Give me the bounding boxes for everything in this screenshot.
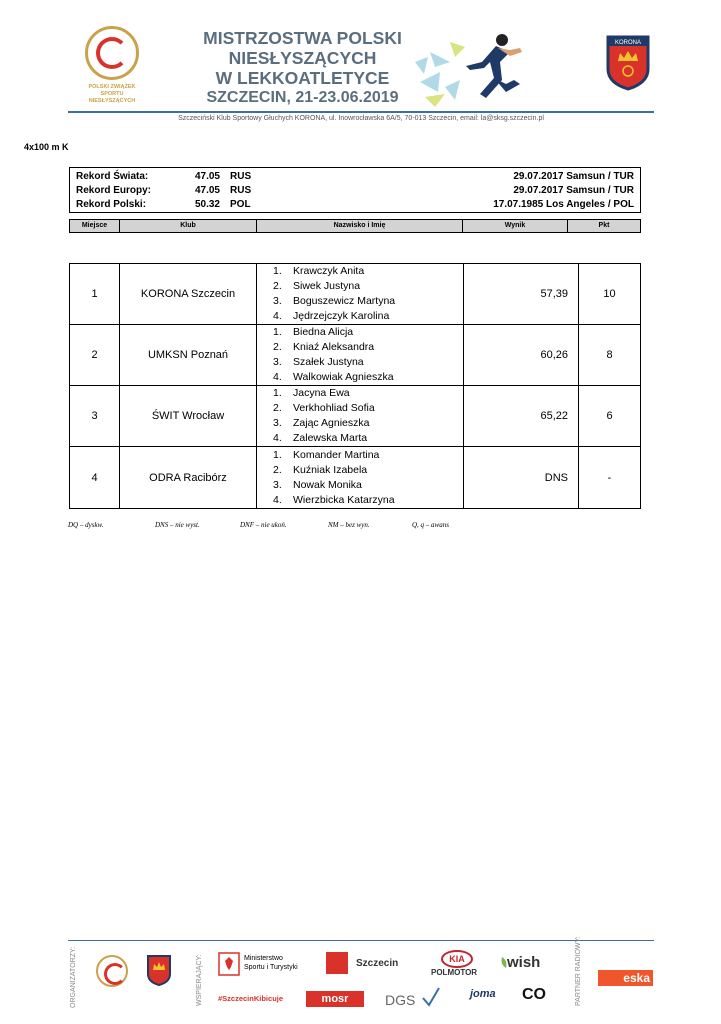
pzsn-footer-logo-icon: [96, 955, 128, 987]
legend-item: DQ – dyskw.: [68, 521, 104, 529]
supporters-label: WSPIERAJĄCY:: [196, 954, 203, 1006]
cell-club: UMKSN Poznań: [120, 325, 257, 386]
cell-pts: 8: [579, 325, 641, 386]
member-item: 4. Wierzbicka Katarzyna: [273, 493, 395, 506]
ministry-eagle-icon: [218, 952, 240, 976]
cell-members: [257, 264, 464, 325]
record-country: POL: [230, 199, 251, 210]
legend-item: Q, q – awans: [412, 521, 449, 529]
record-value: 50.32: [194, 199, 220, 210]
cell-place: 3: [70, 386, 120, 447]
member-item: 3. Boguszewicz Martyna: [273, 295, 396, 307]
cell-place: 4: [70, 447, 120, 509]
pzsn-emblem-icon: [85, 26, 139, 80]
cell-members: [257, 386, 464, 447]
member-item: 2. Verkhohliad Sofia: [273, 402, 375, 414]
table-row: [70, 386, 641, 447]
record-country: RUS: [230, 185, 252, 196]
eska-logo: eska: [598, 970, 653, 986]
record-row-poland: [70, 198, 640, 212]
record-info: 29.07.2017 Samsun / TUR: [513, 185, 634, 196]
pzsn-logo-text: POLSKI ZWIĄZEK SPORTU NIESŁYSZĄCYCH: [88, 84, 136, 104]
title-line-1: MISTRZOSTWA POLSKI: [203, 28, 402, 48]
record-value: 47.05: [194, 185, 220, 196]
footer-divider: [68, 940, 654, 941]
record-value: 47.05: [194, 171, 220, 182]
col-header-place: Miejsce: [70, 220, 120, 232]
member-item: 4. Zalewska Marta: [273, 432, 368, 444]
col-header-pts: Pkt: [598, 222, 610, 229]
column-header-bar: [69, 219, 641, 233]
cell-club: KORONA Szczecin: [120, 264, 257, 325]
cell-result: 60,26: [464, 325, 579, 386]
svg-text:KORONA: KORONA: [614, 40, 642, 46]
member-item: 3. Szałek Justyna: [273, 356, 364, 368]
header-subline: Szczeciński Klub Sportowy Głuchych KORONA, ul. Inowrocławska 6A/5, 70-013 Szczecin, email: la@sksg.szczecin.pl: [178, 115, 544, 122]
radio-partner-label: PARTNER RADIOWY:: [575, 936, 582, 1006]
pzsn-logo: [78, 26, 146, 106]
record-country: RUS: [230, 171, 252, 182]
cell-pts: 6: [579, 386, 641, 447]
cell-place: 1: [70, 264, 120, 325]
member-item: 1. Biedna Alicja: [273, 326, 354, 338]
szczecin-logo-icon: [326, 952, 348, 974]
organizers-label: ORGANIZATORZY:: [70, 946, 77, 1008]
szczecin-name: Szczecin: [356, 958, 399, 969]
record-row-europe: [70, 184, 640, 198]
table-row: [70, 264, 641, 325]
member-item: 3. Zając Agnieszka: [273, 417, 370, 429]
record-info: 17.07.1985 Los Angeles / POL: [493, 199, 634, 210]
legend-item: DNS – nie wyst.: [155, 521, 200, 529]
co-logo: CO: [522, 986, 546, 1003]
record-label: Rekord Polski:: [76, 199, 147, 210]
header-divider: [68, 111, 654, 113]
event-name: 4x100 m K: [24, 142, 69, 152]
member-item: 4. Walkowiak Agnieszka: [273, 371, 394, 383]
cell-result: 65,22: [464, 386, 579, 447]
cell-place: 2: [70, 325, 120, 386]
polmotor-name: POLMOTOR: [431, 968, 478, 977]
joma-logo: joma: [470, 988, 496, 1000]
runner-graphic-icon: [410, 22, 530, 110]
col-header-club: Klub: [120, 220, 257, 232]
cell-pts: -: [579, 447, 641, 509]
member-item: 2. Siwek Justyna: [273, 280, 361, 292]
member-item: 2. Kuźniak Izabela: [273, 463, 368, 476]
records-box: [69, 167, 641, 213]
dgs-logo: DGS: [385, 992, 416, 1008]
member-item: 2. Kniaź Aleksandra: [273, 341, 375, 353]
korona-footer-logo-icon: [146, 954, 172, 986]
cell-members: [257, 447, 464, 509]
results-table: [69, 263, 641, 509]
table-row: [70, 447, 641, 509]
wish-leaf-icon: [500, 955, 510, 969]
col-header-result: Wynik: [463, 220, 568, 232]
cell-members: [257, 325, 464, 386]
col-header-names: Nazwisko i Imię: [257, 220, 463, 232]
cell-result: 57,39: [464, 264, 579, 325]
member-item: 1. Krawczyk Anita: [273, 265, 365, 277]
cell-pts: 10: [579, 264, 641, 325]
cell-result: DNS: [464, 447, 579, 509]
cell-club: ODRA Racibórz: [120, 447, 257, 509]
record-label: Rekord Europy:: [76, 185, 152, 196]
member-item: 1. Jacyna Ewa: [273, 387, 350, 399]
title-date: SZCZECIN, 21-23.06.2019: [206, 89, 399, 106]
record-label: Rekord Świata:: [76, 171, 149, 182]
member-item: 3. Nowak Monika: [273, 478, 362, 491]
page-title: [190, 28, 415, 108]
record-info: 29.07.2017 Samsun / TUR: [513, 171, 634, 182]
member-item: 4. Jędrzejczyk Karolina: [273, 310, 390, 322]
kia-logo: KIA: [441, 950, 473, 968]
dgs-check-icon: [421, 986, 441, 1008]
ministry-name: Ministerstwo Sportu i Turystyki: [244, 955, 298, 971]
hashtag: #SzczecinKibicuje: [218, 994, 284, 1003]
wish-logo: wish: [507, 954, 541, 971]
title-line-3: W LEKKOATLETYCE: [215, 68, 390, 88]
cell-club: ŚWIT Wrocław: [120, 386, 257, 447]
legend-item: NM – bez wyn.: [328, 521, 370, 529]
title-line-2: NIESŁYSZĄCYCH: [228, 48, 377, 68]
mosr-logo: mosr: [306, 991, 364, 1007]
korona-logo-icon: [604, 33, 652, 91]
table-row: [70, 325, 641, 386]
member-item: 1. Komander Martina: [273, 448, 380, 461]
legend-item: DNF – nie ukoń.: [240, 521, 287, 529]
record-row-world: [70, 170, 640, 184]
